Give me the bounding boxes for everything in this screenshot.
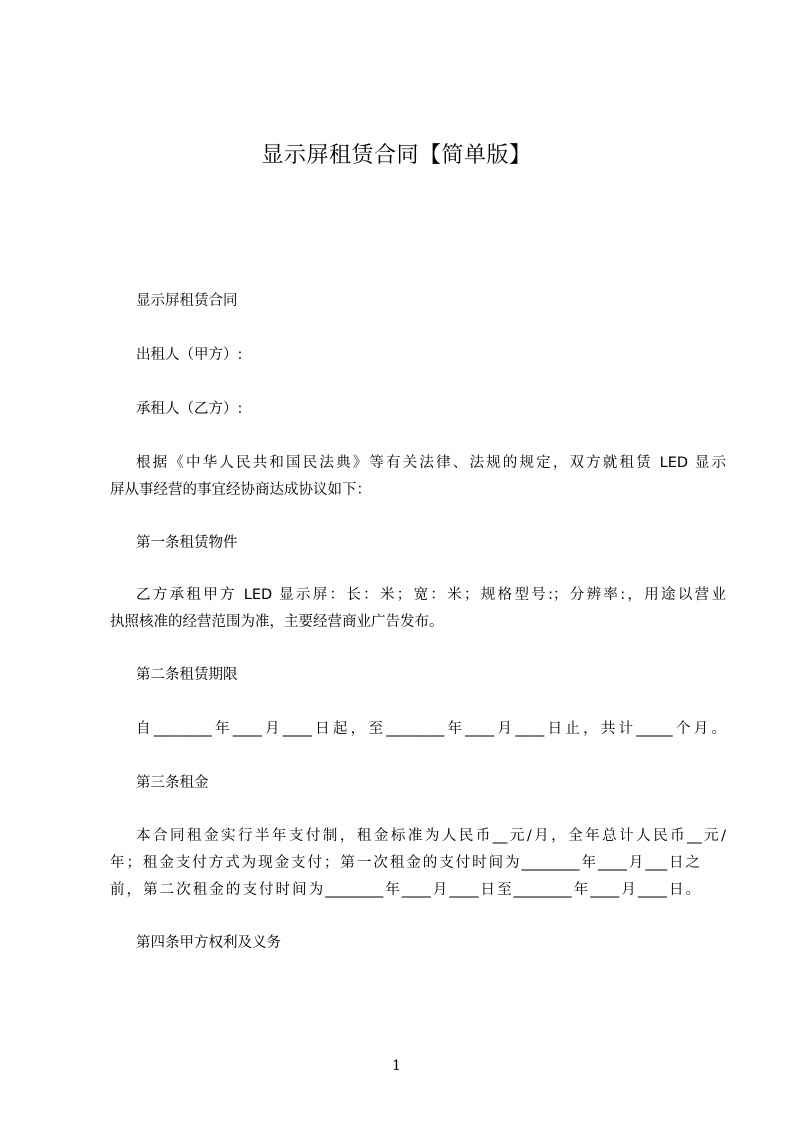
- preamble-text-1: 根据《中华人民共和国民法典》等有关法律、法规的规定，双方就租赁 LED 显示: [136, 455, 726, 471]
- lessee-line: 承租人（乙方）:: [136, 401, 243, 417]
- page-number: 1: [392, 1058, 401, 1074]
- article-3-line-3: [110, 880, 700, 900]
- article-3-text-3: 前，第二次租金的支付时间为________年____月____日至________年____月____日。: [110, 882, 700, 898]
- article-3-heading: 第三条租金: [136, 775, 209, 791]
- article-2-text-1: 自________年____月____日起，至________年____月____日止，共计_____个月。: [136, 721, 726, 737]
- article-1-line-2: 执照核准的经营范围为准，主要经营商业广告发布。: [110, 614, 444, 630]
- article-3-text-2: 年；租金支付方式为现金支付；第一次租金的支付时间为________年____月___日之: [110, 855, 700, 871]
- document-title: 显示屏租赁合同【简单版】: [261, 143, 532, 168]
- article-1-line-1: [110, 585, 726, 605]
- preamble-line-2: 屏从事经营的事宜经协商达成协议如下：: [110, 482, 371, 498]
- article-4-heading: 第四条甲方权利及义务: [136, 935, 281, 951]
- article-3-line-1: [110, 826, 726, 846]
- article-2-line-1: [110, 719, 726, 739]
- article-3-text-1: 本合同租金实行半年支付制，租金标准为人民币__元/月，全年总计人民币__元/: [136, 828, 726, 844]
- lessor-line: 出租人（甲方）:: [136, 347, 243, 363]
- preamble-line-1: [110, 453, 726, 473]
- article-2-heading: 第二条租赁期限: [136, 667, 238, 683]
- contract-heading: 显示屏租赁合同: [136, 293, 238, 309]
- article-1-text-1: 乙方承租甲方 LED 显示屏：长：米；宽：米；规格型号:；分辨率:，用途以营业: [136, 587, 726, 603]
- article-1-heading: 第一条租赁物件: [136, 535, 238, 551]
- article-3-line-2: [110, 853, 700, 873]
